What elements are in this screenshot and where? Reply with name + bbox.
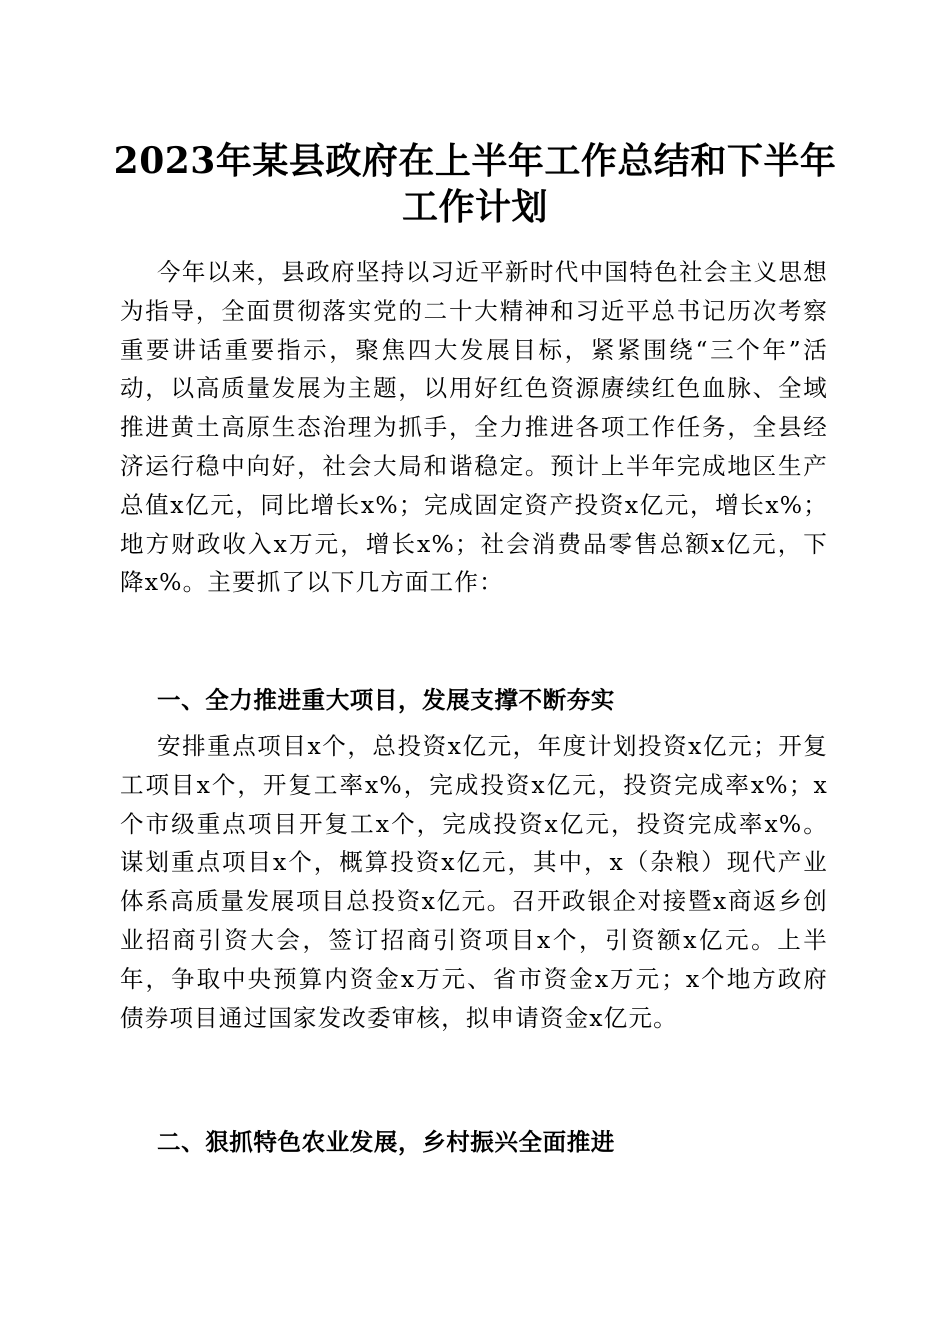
document-title [100,138,850,230]
section-heading-2: 二、狠抓特色农业发展，乡村振兴全面推进 [157,1128,615,1156]
intro-paragraph: 今年以来，县政府坚持以习近平新时代中国特色社会主义思想为指导，全面贯彻落实党的二十大精神和习近平总书记历次考察重要讲话重要指示，聚焦四大发展目标，紧紧围绕“三个年”活动，以高质量发展为主题，以用好红色资源赓续红色血脉、全域推进黄土高原生态治理为抓手，全力推进各项工作任务，全县经济运行稳中向好，社会大局和谐稳定。预计上半年完成地区生产总值x亿元，同比增长x%；完成固定资产投资x亿元，增长x%；地方财政收入x万元，增长x%；社会消费品零售总额x亿元，下降x%。主要抓了以下几方面工作： [120,258,828,597]
section-1-paragraph: 安排重点项目x个，总投资x亿元，年度计划投资x亿元；开复工项目x个，开复工率x%，完成投资x亿元，投资完成率x%；x个市级重点项目开复工x个，完成投资x亿元，投资完成率x%。谋划重点项目x个，概算投资x亿元，其中，x（杂粮）现代产业体系高质量发展项目总投资x亿元。召开政银企对接暨x商返乡创业招商引资大会，签订招商引资项目x个，引资额x亿元。上半年，争取中央预算内资金x万元、省市资金x万元；x个地方政府债券项目通过国家发改委审核，拟申请资金x亿元。 [120,732,828,1032]
title-line-1: 2023年某县政府在上半年工作总结和下半年 [113,140,837,182]
section-heading-1: 一、全力推进重大项目，发展支撑不断夯实 [157,686,615,714]
title-line-2: 工作计划 [401,186,548,228]
